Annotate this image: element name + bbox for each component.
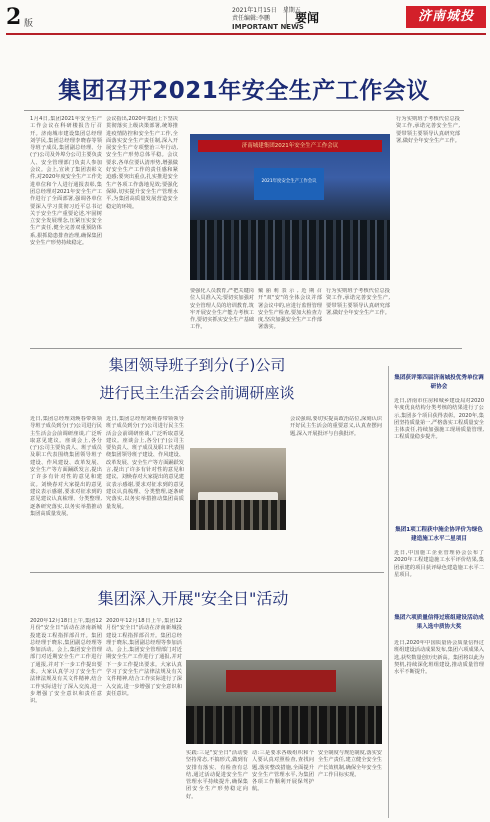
article2-col2: 近日,集团总经理刘焕春带领领导班子成员到分(子)公司进行民主生活会会前调研座谈,广泛听取意见建议。座谈会上,各分(子)公司主要负责人、班子成员及职工代表围绕集团领导班子建设、作风建设、改革发展、安全生产等方面踊跃发言,提出了许多有针对性的意见和建议。刘焕春对大家提出的意见建议表示感谢,要求对征求到的意见建议认真梳理、分类整理,逐条研究落实,以务实举措推动集团高质量发展。 xyxy=(106,416,184,510)
sidebar-title-2: 集团1项工程获中施企协评价为绿色建造施工水平二星项目 xyxy=(395,527,483,542)
meeting-photo xyxy=(190,134,390,280)
masthead-logo: 济南城投 xyxy=(406,6,486,28)
safety-day-photo xyxy=(186,660,382,744)
stage-screen xyxy=(226,670,336,692)
article1-col4: 戴丽莉表示,近期召开"双"安"的全体会议并部署会议中的,应进行监督管理安全生产检查,要加大检查力度,坚决加强安全生产工作部署落实。 xyxy=(258,288,322,331)
editor-credit: 责任编辑:李鹏 xyxy=(232,15,271,22)
article3-col4: 动:三是要求各级组织和个人要认真对照检查,查找问题,落实整改措施,全面提升安全生产管理水平,为集团各项工作顺利开展保驾护航。 xyxy=(252,750,314,793)
sidebar-separator xyxy=(388,366,389,818)
article1-col6: 行为实则班子考核代位总投资工作,承诺完善安全生产,要带领主要领导认真研究部署,做好全年安全生产工作。 xyxy=(396,116,460,144)
article1-col3: 要强化人员教育,严把关键岗位人员准入关;要切实加强对安全管理人员的培训教育,筑牢开展安全生产能力考核工作,要切实抓实安全生产基础工作。 xyxy=(190,288,254,331)
article3-title: 集团深入开展"安全日"活动 xyxy=(97,589,289,608)
audience xyxy=(190,220,390,280)
article3-col2: 2020年12月18日上午,集团12月份"安全日"活动在济南新城投建设工程指挥部召开。集团总经理于晓东,集团副总经理等参加活动。会上,集团安全管理部门对近期安全生产工作进行了通报,并对下一步工作提出要求。大家认真学习了安全生产法律法规及有关文件精神,结合工作实际进行了深入交流,进一步增强了安全意识和责任意识。 xyxy=(106,618,182,697)
article1-col5: 行为实则班子考核代位总投资工作,承诺完善安全生产,要带领主要领导认真研究部署,做好全年安全生产工作。 xyxy=(326,288,390,316)
header-rule xyxy=(6,33,486,35)
sidebar-text-3: 近日,2020年中国质量协会质量信得过班组建设活动成果发布,集团六项成果入选,获奖数量创历史新高。集团将以此为契机,持续深化班组建设,推动质量管理水平不断提升。 xyxy=(394,640,484,676)
section-label: 要闻 xyxy=(295,11,320,25)
news-label: IMPORTANT NEWS xyxy=(232,23,304,31)
article2-col3: 会议强调,要切实提高政治站位,深刻认识开好民主生活会的重要意义,认真查摆问题,深入开展批评与自我批评。 xyxy=(290,416,382,437)
article3-col1: 2020年12月18日上午,集团12月份"安全日"活动在济南新城投建设工程指挥部召开。集团总经理于晓东,集团副总经理等参加活动。会上,集团安全管理部门对近期安全生产工作进行了通报,并对下一步工作提出要求。大家认真学习了安全生产法律法规及有关文件精神,结合工作实际进行了深入交流,进一步增强了安全意识和责任意识。 xyxy=(30,618,102,705)
page-header xyxy=(0,0,490,34)
sidebar-text-1: 近日,济南市住房和城乡建设局对2020年度优良结构分类考核的结果进行了公示,集团多个项目获得表彰。2020年,集团坚持质量第一,严格落实工程质量安全主体责任,持续加强施工现场质量管理,工程质量稳步提升。 xyxy=(394,398,484,441)
page-unit: 版 xyxy=(24,19,34,29)
article1-col2: 会议指出,2020年集团上下坚决贯彻落实上级决策部署,统筹推进疫情防控和安全生产工作,全面落实安全生产责任制,深入开展安全生产专项整治三年行动,安全生产形势总体平稳。会议要求,各单位要认清形势,增强做好安全生产工作的责任感和紧迫感;要突出重点,扎实推进安全生产各项工作落地见效;要强化保障,切实提升安全生产管理水平,为集团高质量发展营造安全稳定的环境。 xyxy=(106,116,178,210)
meeting-banner: 济南城建集团2021年安全生产工作会议 xyxy=(198,140,382,152)
section-label-box xyxy=(286,6,402,28)
attendees xyxy=(190,500,286,530)
page-number: 2 xyxy=(6,4,22,30)
article1-col1: 1月4日,集团2021年安全生产工作会议在科研楼报告厅召开。济南城市建设集团总经理刘学民,集团总经理李晓春等领导班子成员,集团副总经理、分(子)公司及外埠分公司主要负责人、安全管理部门负责人参加会议。会上,宣读了集团表彰文件,对2020年度安全生产工作先进单位和个人进行通报表彰,集团总经理对2021年安全生产工作进行了全面部署,强调各单位要深入学习贯彻习近平总书记关于安全生产重要论述,牢固树立安全发展理念,压紧压实安全生产责任,健全完善双重预防体系,狠抓隐患排查治理,确保集团安全生产形势持续稳定。 xyxy=(30,116,102,247)
issue-date: 2021年1月15日 星期五 xyxy=(232,7,301,14)
article2-col1: 近日,集团总经理刘焕春带领领导班子成员到分(子)公司进行民主生活会会前调研座谈,广泛听取意见建议。座谈会上,各分(子)公司主要负责人、班子成员及职工代表围绕集团领导班子建设、作风建设、改革发展、安全生产等方面踊跃发言,提出了许多有针对性的意见和建议。刘焕春对大家提出的意见建议表示感谢,要求对征求到的意见建议认真梳理、分类整理,逐条研究落实,以务实举措推动集团高质量发展。 xyxy=(30,416,102,517)
sidebar-title-3: 集团六项质量信得过班组建设活动成果入选中质协大奖 xyxy=(394,615,484,630)
headline-rule xyxy=(24,110,464,111)
sidebar-title-1: 集团获评第四届济南城投优秀单位调研协会 xyxy=(394,375,484,390)
meeting-screen: 2021年度安全生产工作会议 xyxy=(254,168,324,200)
participants xyxy=(186,706,382,744)
main-headline: 集团召开2021年安全生产工作会议 xyxy=(58,78,430,104)
sidebar-text-2: 近日,中国施工企业管理协会公布了2020年工程建造施工水平评价结果,集团承建的项目获评绿色建造施工水平二星项目。 xyxy=(394,550,484,578)
article3-col5: 安全制度与规范制度,落实安全生产责任,建立健全安全生产长效机制,确保全年安全生产工作目标实现。 xyxy=(318,750,382,778)
article2-title-line1: 集团领导班子到分(子)公司 xyxy=(108,356,286,374)
article-separator-1 xyxy=(30,348,462,349)
article3-col3: 实践:三是"安全日"活动要坚持常态,不搞形式,做到有安排有落实、有检查有总结,通过活动促进安全生产管理水平持续提升,确保集团安全生产形势稳定向好。 xyxy=(186,750,248,800)
article2-title-line2: 进行民主生活会会前调研座谈 xyxy=(99,384,295,402)
seminar-photo xyxy=(190,448,286,530)
article-separator-2 xyxy=(30,572,384,573)
